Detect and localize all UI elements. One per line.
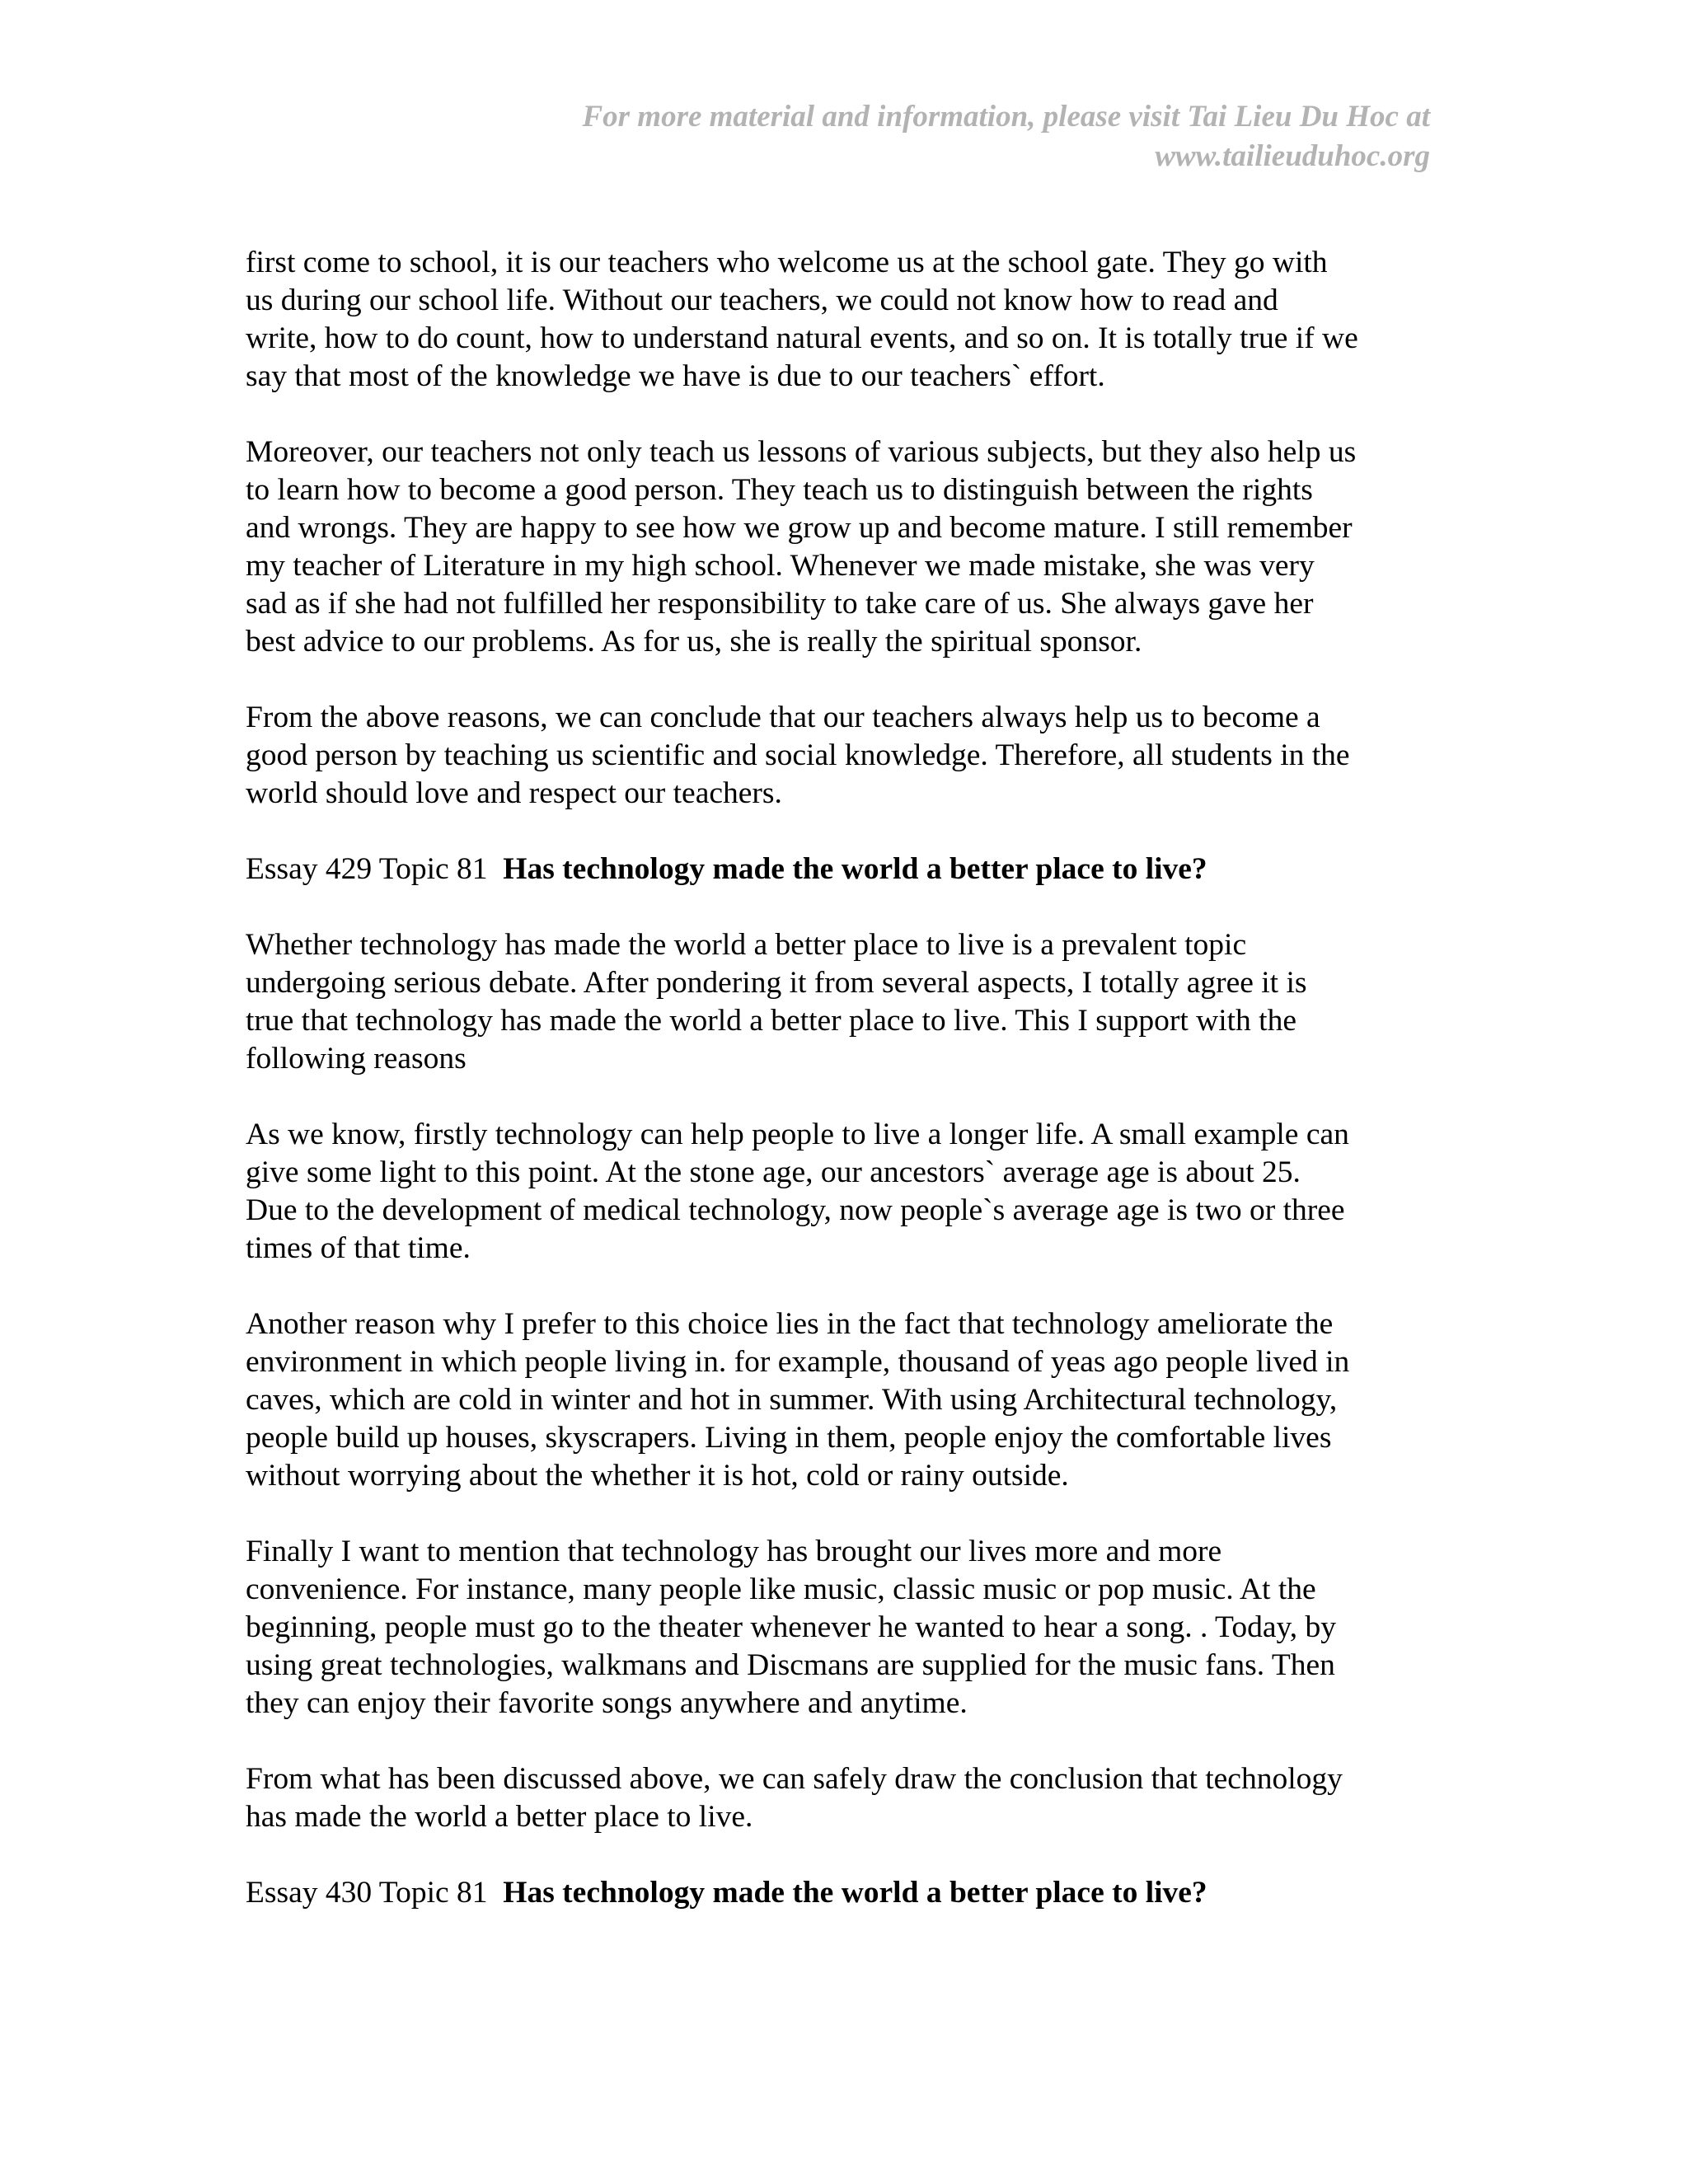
text-line: first come to school, it is our teachers who welcome us at the school gate. They go with	[246, 246, 1328, 279]
text-line: From the above reasons, we can conclude that our teachers always help us to become a	[246, 701, 1320, 734]
text-line: sad as if she had not fulfilled her responsibility to take care of us. She always gave her	[246, 587, 1314, 621]
paragraph-conclusion-428	[246, 699, 1432, 813]
paragraph-convenience	[246, 1533, 1432, 1722]
text-line: people build up houses, skyscrapers. Living in them, people enjoy the comfortable lives	[246, 1421, 1332, 1455]
text-line: using great technologies, walkmans and Discmans are supplied for the music fans. Then	[246, 1648, 1335, 1682]
text-line: Whether technology has made the world a better place to live is a prevalent topic	[246, 928, 1247, 962]
text-line: best advice to our problems. As for us, she is really the spiritual sponsor.	[246, 625, 1142, 658]
text-line: following reasons	[246, 1042, 467, 1076]
text-line: without worrying about the whether it is hot, cold or rainy outside.	[246, 1459, 1069, 1493]
text-line: undergoing serious debate. After pondering it from several aspects, I totally agree it is	[246, 966, 1307, 1000]
text-line: beginning, people must go to the theater whenever he wanted to hear a song. . Today, by	[246, 1610, 1337, 1644]
essay-title: Has technology made the world a better place to live?	[503, 1876, 1207, 1910]
text-line: world should love and respect our teachers.	[246, 776, 782, 810]
text-line: times of that time.	[246, 1231, 471, 1265]
text-line: say that most of the knowledge we have is due to our teachers` effort.	[246, 359, 1105, 393]
text-line: Finally I want to mention that technology has brought our lives more and more	[246, 1535, 1222, 1568]
paragraph-teachers-person	[246, 434, 1432, 661]
text-line: give some light to this point. At the stone age, our ancestors` average age is about 25.	[246, 1155, 1301, 1189]
paragraph-environment	[246, 1305, 1432, 1495]
essay-429-heading	[246, 851, 1432, 888]
text-line: From what has been discussed above, we can safely draw the conclusion that technology	[246, 1762, 1343, 1796]
essay-label: Essay 430 Topic 81	[246, 1876, 488, 1910]
text-line: to learn how to become a good person. They teach us to distinguish between the rights	[246, 473, 1313, 507]
text-line: environment in which people living in. for example, thousand of yeas ago people lived in	[246, 1345, 1350, 1379]
text-line: As we know, firstly technology can help people to live a longer life. A small example can	[246, 1118, 1349, 1151]
header-url: www.tailieuduhoc.org	[1155, 139, 1430, 173]
text-line: and wrongs. They are happy to see how we grow up and become mature. I still remember	[246, 511, 1353, 545]
text-line: Due to the development of medical technology, now people`s average age is two or three	[246, 1193, 1345, 1227]
text-line: us during our school life. Without our teachers, we could not know how to read and	[246, 284, 1278, 317]
text-line: convenience. For instance, many people like music, classic music or pop music. At the	[246, 1572, 1316, 1606]
essay-label: Essay 429 Topic 81	[246, 852, 488, 886]
text-line: has made the world a better place to live.	[246, 1800, 753, 1834]
paragraph-intro-429	[246, 926, 1432, 1078]
paragraph-teachers-knowledge	[246, 244, 1432, 396]
text-line: they can enjoy their favorite songs anywhere and anytime.	[246, 1686, 968, 1720]
text-line: Another reason why I prefer to this choice lies in the fact that technology ameliorate the	[246, 1307, 1334, 1341]
essay-title: Has technology made the world a better place to live?	[503, 852, 1207, 886]
header-line: For more material and information, please visit Tai Lieu Du Hoc at	[582, 100, 1430, 134]
paragraph-conclusion-429	[246, 1760, 1432, 1836]
essay-430-heading	[246, 1874, 1432, 1912]
text-line: good person by teaching us scientific and social knowledge. Therefore, all students in the	[246, 738, 1350, 772]
text-line: true that technology has made the world a better place to live. This I support with the	[246, 1004, 1296, 1038]
text-line: caves, which are cold in winter and hot in summer. With using Architectural technology,	[246, 1383, 1338, 1417]
text-line: Moreover, our teachers not only teach us lessons of various subjects, but they also help us	[246, 435, 1357, 469]
paragraph-longer-life	[246, 1116, 1432, 1268]
text-line: write, how to do count, how to understand natural events, and so on. It is totally true if we	[246, 321, 1358, 355]
page-header	[441, 97, 1430, 176]
document-body	[246, 244, 1432, 1950]
text-line: my teacher of Literature in my high school. Whenever we made mistake, she was very	[246, 549, 1315, 583]
